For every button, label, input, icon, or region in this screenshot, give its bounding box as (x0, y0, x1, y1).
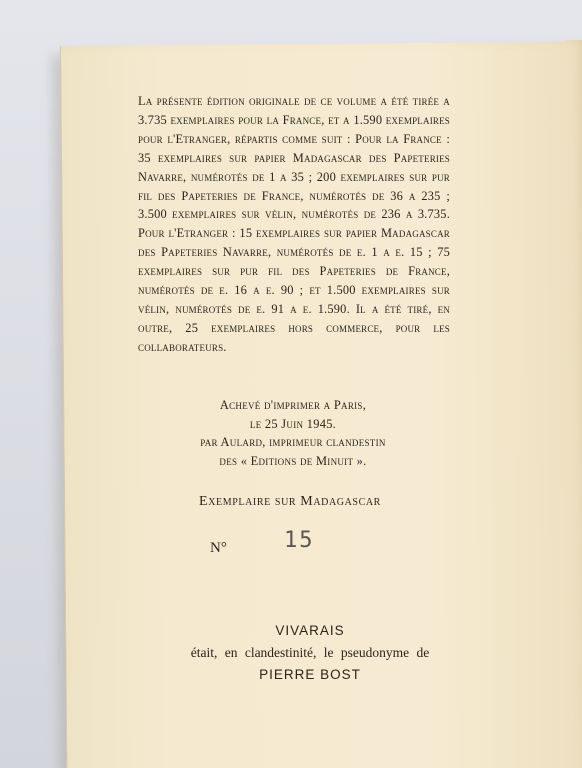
copy-label: Exemplaire sur Madagascar (199, 494, 381, 509)
pseudonym-sentence: était, en clandestinité, le pseudonyme de (190, 645, 430, 660)
printing-note (158, 396, 428, 470)
copy-number-label: N° (210, 540, 227, 556)
pseudonym-name: VIVARAIS (275, 623, 345, 638)
colophon-paragraph: La présente édition originale de ce volume a été tirée a 3.735 exemplaires pour la France, et a 1.590 exemplaires pour l'Etranger, répartis comme suit : Pour la France : 35 exemplaires sur papier Madagascar des Papeteries Navarre, numérotés de 1 a 35 ; 200 exemplaires sur pur fil des Papeteries de France, numérotés de 36 a 235 ; 3.500 exemplaires sur vélin, numérotés de 236 a 3.735. Pour l'Etranger : 15 exemplaires sur papier Madagascar des Papeteries Navarre, numérotés de e. 1 a e. 15 ; 75 exemplaires sur pur fil des Papeteries de France, numérotés de e. 16 a e. 90 ; et 1.500 exemplaires sur vélin, numérotés de e. 91 a e. 1.590. Il a été tiré, en outre, 25 exemplaires hors commerce, pour les collaborateurs. (138, 94, 450, 354)
printing-note-line-2: le 25 Juin 1945. (249, 416, 337, 431)
pseudonym-note (150, 620, 470, 686)
copy-number-value: 15 (284, 528, 315, 553)
printing-note-line-4: des « Editions de Minuit ». (219, 453, 367, 468)
printing-note-line-1: Achevé d'imprimer a Paris, (219, 398, 367, 412)
real-name: PIERRE BOST (259, 667, 361, 682)
printing-note-line-3: par Aulard, imprimeur clandestin (200, 435, 386, 449)
colophon-text (138, 92, 450, 357)
